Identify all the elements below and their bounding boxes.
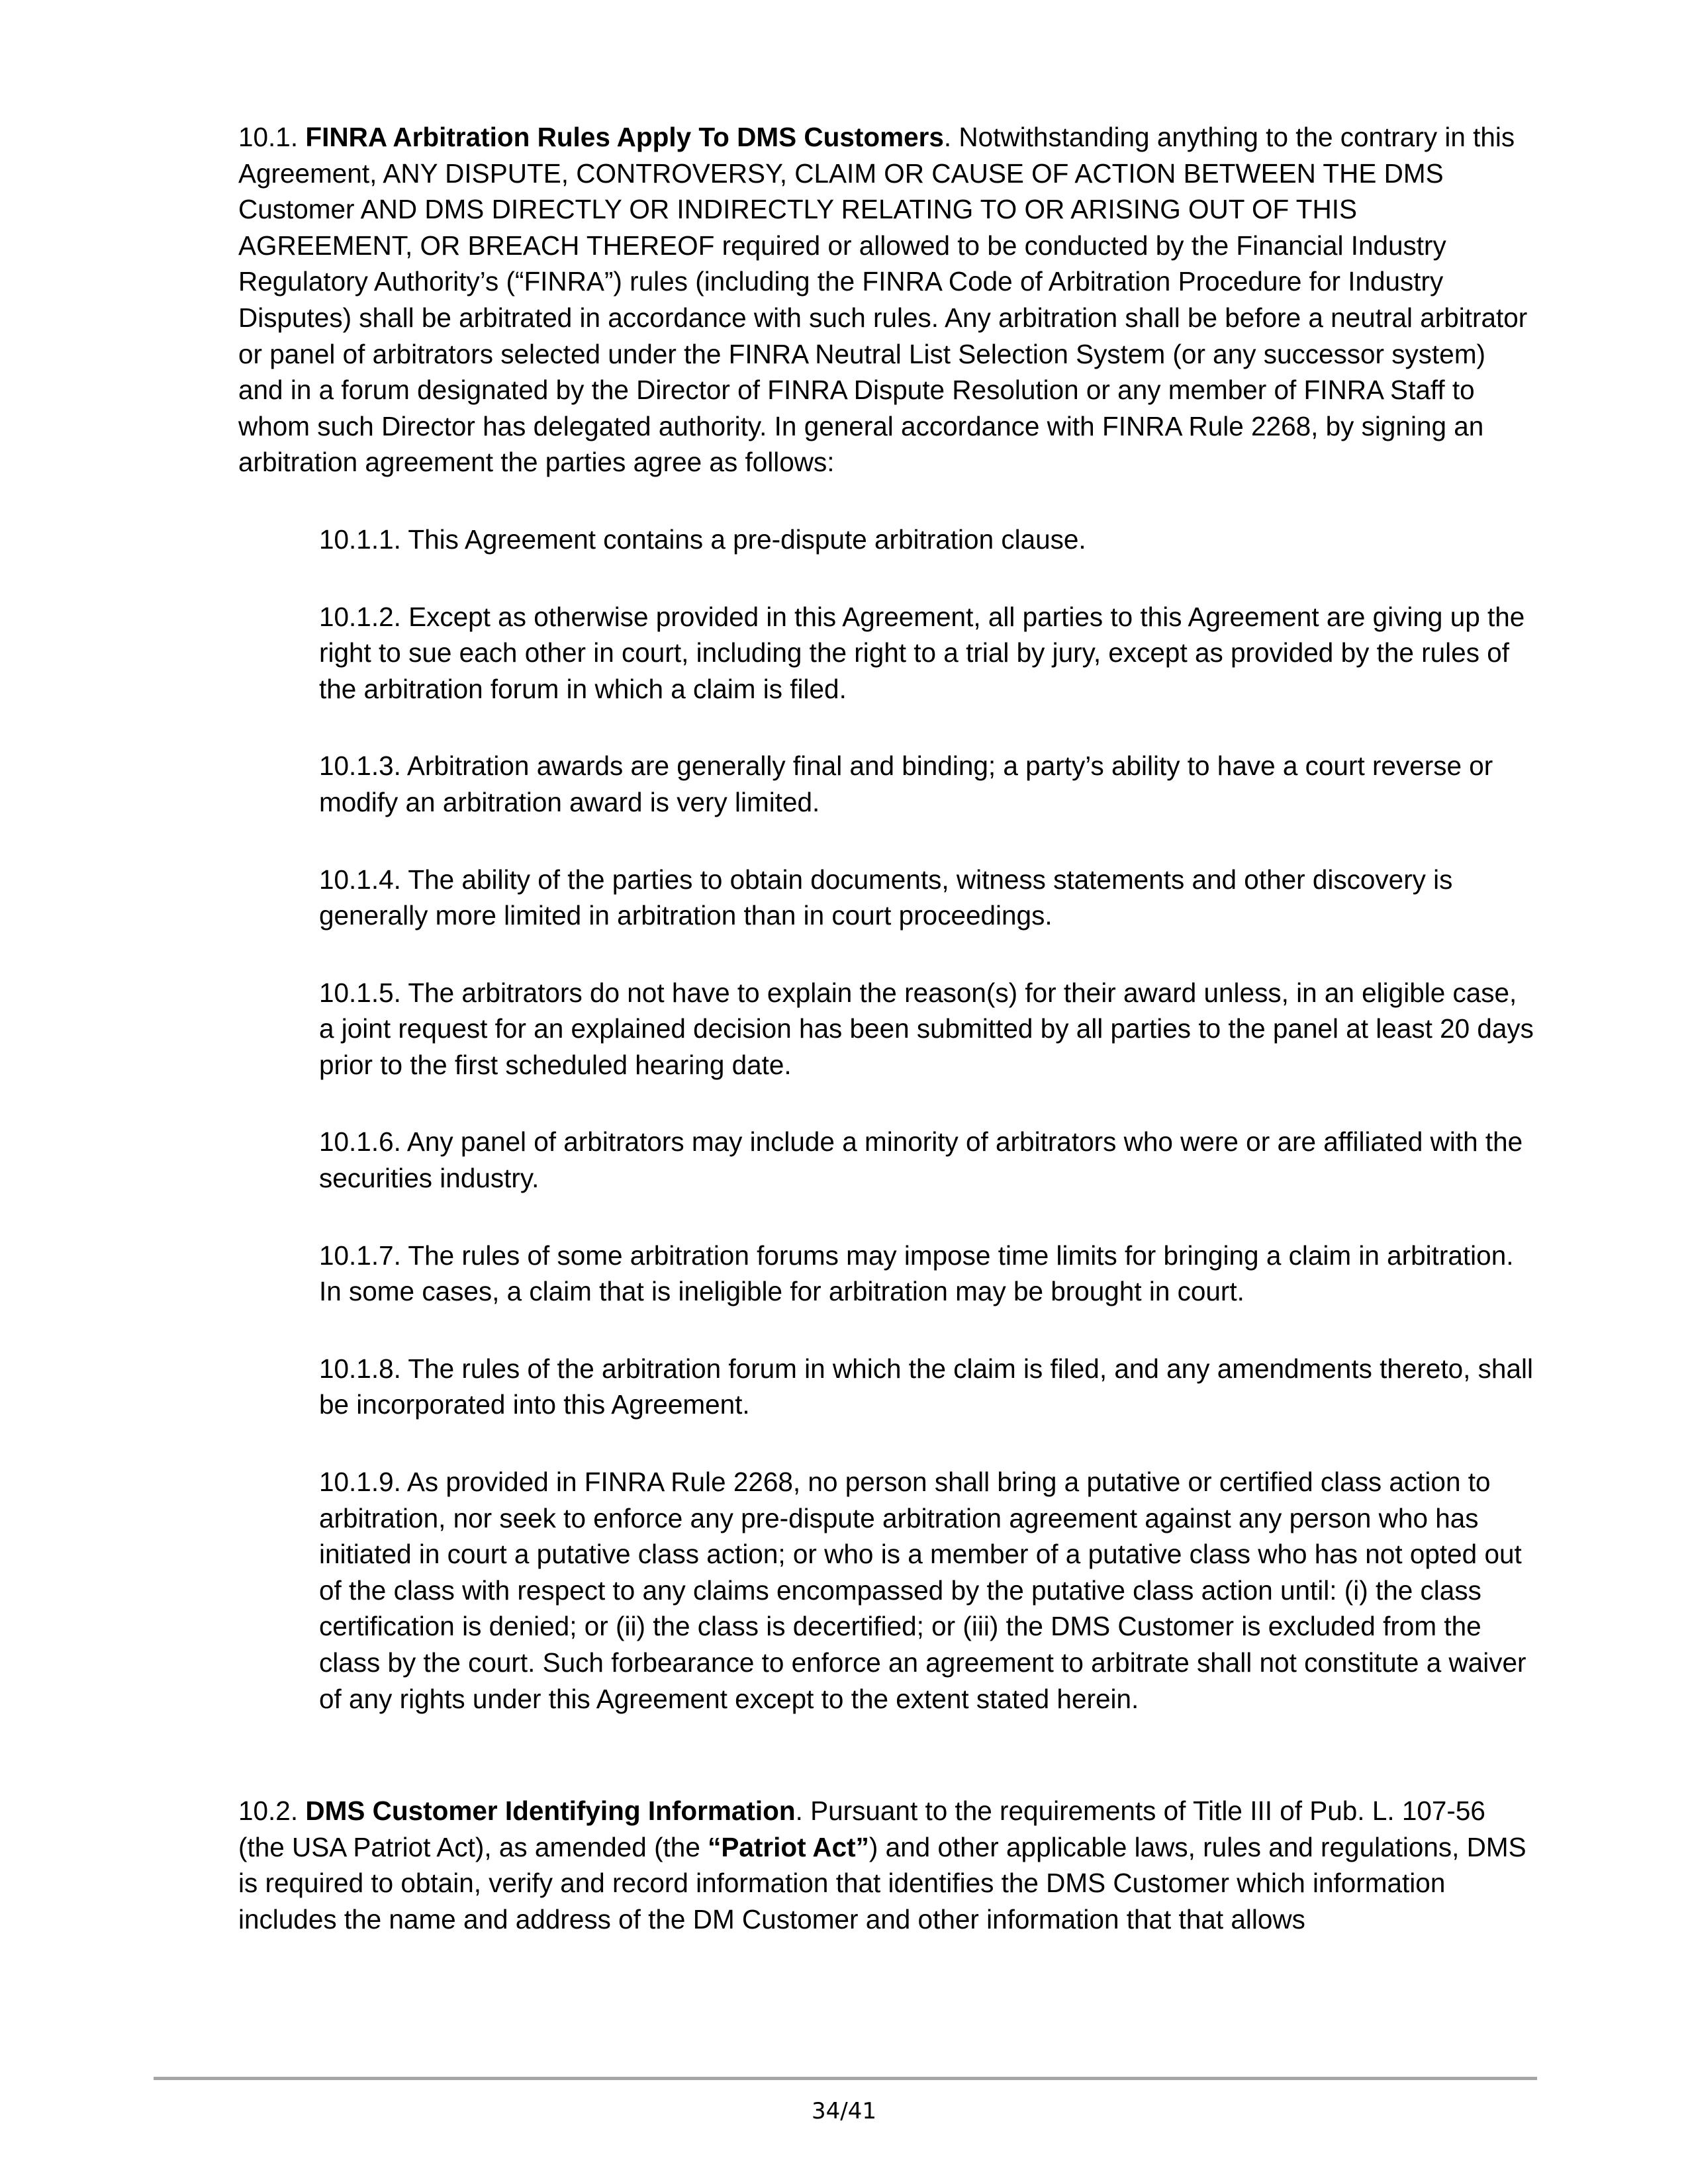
section-10-1-heading: FINRA Arbitration Rules Apply To DMS Customers xyxy=(305,122,944,152)
subsection-10-1-6: 10.1.6. Any panel of arbitrators may include a minority of arbitrators who were or are affiliated with the securities industry. xyxy=(319,1126,1523,1194)
section-10-2-body-part2: ) and other applicable laws, rules and regulations, DMS is required to obtain, verify and record information that identifies the DMS Customer which information includes the name and address of the DM Customer and other information that that allows xyxy=(238,1831,1526,1934)
footer-divider xyxy=(154,2077,1537,2080)
page-number: 34/41 xyxy=(812,2098,876,2124)
section-10-2-body-part1: . Pursuant to the requirements of Title III of Pub. L. 107-56 (the USA Patriot Act), as amended (the xyxy=(238,1796,1485,1862)
section-10-2 xyxy=(238,1793,1536,1937)
section-10-1-number: 10.1. xyxy=(238,122,299,152)
section-10-1-body: . Notwithstanding anything to the contrary in this Agreement, ANY DISPUTE, CONTROVERSY, CLAIM OR CAUSE OF ACTION BETWEEN THE DMS Customer AND DMS DIRECTLY OR INDIRECTLY RELATING TO OR ARISING OUT OF THIS AGREEMENT, OR BREACH THEREOF required or allowed to be conducted by the Financial Industry Regulatory Authority’s (“FINRA”) rules (including the FINRA Code of Arbitration Procedure for Industry Disputes) shall be arbitrated in accordance with such rules. Any arbitration shall be before a neutral arbitrator or panel of arbitrators selected under the FINRA Neutral List Selection System (or any successor system) and in a forum designated by the Director of FINRA Dispute Resolution or any member of FINRA Staff to whom such Director has delegated authority. In general accordance with FINRA Rule 2268, by signing an arbitration agreement the parties agree as follows: xyxy=(238,122,1528,478)
subsection-10-1-7: 10.1.7. The rules of some arbitration forums may impose time limits for bringing a claim in arbitration. In some cases, a claim that is ineligible for arbitration may be brought in court. xyxy=(319,1240,1514,1307)
subsection-10-1-8: 10.1.8. The rules of the arbitration forum in which the claim is filed, and any amendments thereto, shall be incorporated into this Agreement. xyxy=(319,1353,1533,1420)
subsection-10-1-3: 10.1.3. Arbitration awards are generally final and binding; a party’s ability to have a court reverse or modify an arbitration award is very limited. xyxy=(319,751,1493,817)
subsection-10-1-5: 10.1.5. The arbitrators do not have to explain the reason(s) for their award unless, in an eligible case, a joint request for an explained decision has been submitted by all parties to the panel at least 20 days prior to the first scheduled hearing date. xyxy=(319,977,1534,1080)
subsection-10-1-2: 10.1.2. Except as otherwise provided in this Agreement, all parties to this Agreement are giving up the right to sue each other in court, including the right to a trial by jury, except as provided by the rules of the arbitration forum in which a claim is filed. xyxy=(319,601,1525,704)
section-10-2-defined-term: “Patriot Act” xyxy=(708,1831,869,1862)
document-body xyxy=(238,119,1536,1979)
subsection-10-1-4: 10.1.4. The ability of the parties to obtain documents, witness statements and other discovery is generally more limited in arbitration than in court proceedings. xyxy=(319,864,1453,931)
subsection-10-1-1: 10.1.1. This Agreement contains a pre-dispute arbitration clause. xyxy=(319,523,1086,555)
subsection-10-1-9: 10.1.9. As provided in FINRA Rule 2268, no person shall bring a putative or certified class action to arbitration, nor seek to enforce any pre-dispute arbitration agreement against any person who has initiated in court a putative class action; or who is a member of a putative class who has not opted out of the class with respect to any claims encompassed by the putative class action until: (i) the class certification is denied; or (ii) the class is decertified; or (iii) the DMS Customer is excluded from the class by the court. Such forbearance to enforce an agreement to arbitrate shall not constitute a waiver of any rights under this Agreement except to the extent stated herein. xyxy=(319,1467,1526,1714)
section-10-1 xyxy=(238,119,1536,480)
section-10-2-number: 10.2. xyxy=(238,1796,299,1827)
section-10-2-heading: DMS Customer Identifying Information xyxy=(305,1796,796,1827)
